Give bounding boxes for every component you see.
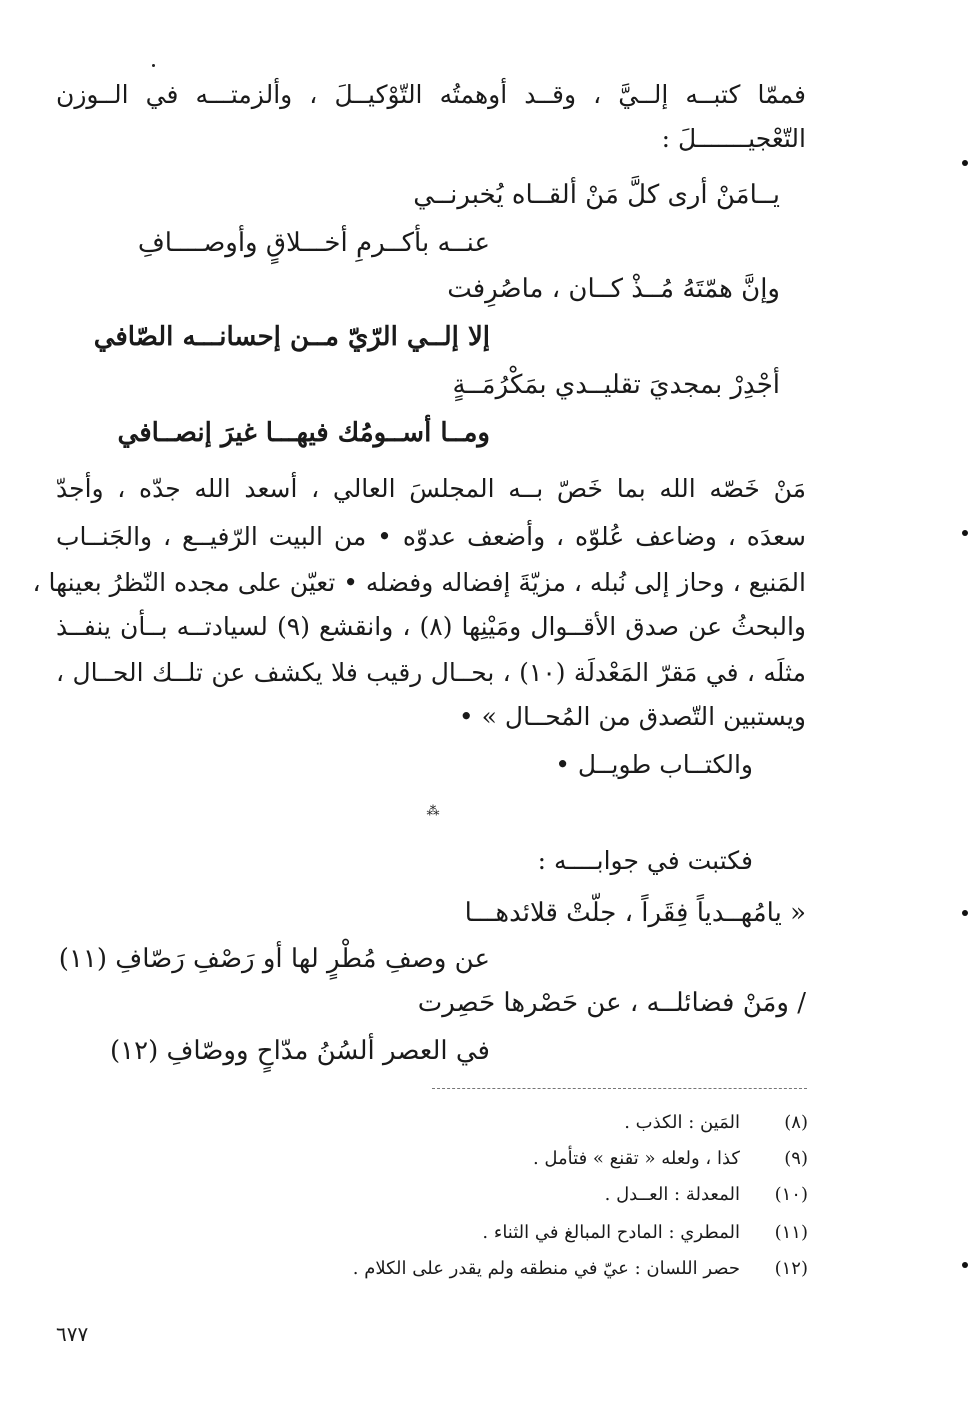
intro-line-1: فممّا كتبــه إلــيَّ ، وقــد أوهمتُه التّوْكيــلَ ، وألزمتـــه في الــوزن [56, 80, 806, 109]
stray-mark [152, 64, 155, 67]
footnote-number: (٩) [784, 1148, 808, 1169]
prose-line-2: سعدَه ، وضاعف عُلوّه ، وأضعف عدوّه • من البيت الرّفيــع ، والجَنــاب [56, 522, 806, 551]
poem2-verse-4: في العصر ألسُنُ مدّاحٍ ووصّافِ (١٢) [109, 1036, 490, 1066]
poem1-verse-2: عنــه بأكــرمِ أخـــلاقٍ وأوصــــافِ [137, 228, 490, 258]
section-stars: ⁂ [426, 804, 440, 819]
footnote-text: المطري : المادح المبالغ في الثناء . [482, 1222, 740, 1243]
page-number: ٦٧٧ [56, 1322, 89, 1346]
prose-line-5: مثلَه ، في مَقرّ المَعْدلَة (١٠) ، بحــال رقيب فلا يكشف عن تلــك الحــال ، [56, 658, 806, 687]
poem2-verse-2: عن وصفِ مُطْرٍ لها أو رَصْفِ رَصّافِ (١١) [58, 944, 490, 974]
footnote-text: المَين : الكذب . [624, 1112, 740, 1133]
footnote-text: حصر اللسان : عيّ في منطقه ولم يقدر على الكلام . [352, 1258, 740, 1279]
prose-line-1: مَنْ خَصّه الله بما خَصّ بــه المجلسَ العالي ، أسعد الله جدّه ، وأجدّ [56, 474, 806, 503]
footnote-number: (١٢) [774, 1258, 808, 1279]
poem2-verse-1: « يامُهــدياً فِقَراً ، جلّتْ قلائدهـــا [464, 898, 806, 928]
poem1-verse-3: وإنَّ همّتَهُ مُــذْ كــان ، ماصُرِفت [447, 274, 780, 304]
footnote-text: المعدلة : العــدل . [604, 1184, 740, 1205]
prose-line-3: المَنيع ، وحاز إلى نُبله ، مزيّةَ إفضاله وفضله • تعيّن على مجده النّظرُ بعينها ، [32, 568, 806, 597]
footnote-text: كذا ، ولعله « تقنع » فتأمل . [532, 1148, 740, 1169]
margin-mark [962, 910, 968, 916]
reply-intro: فكتبت في جوابــــه : [537, 846, 753, 875]
poem1-verse-1: يــامَنْ أرى كلَّ مَنْ ألقــاه يُخبرنــي [413, 180, 780, 210]
poem2-verse-3: / ومَنْ فضائلــه ، عن حَصْرها حَصِرت [417, 988, 806, 1018]
prose-line-4: والبحثُ عن صدق الأقــوال ومَيْنِها (٨) ، وانقشع (٩) لسيادتــه بــأن ينفــذ [56, 612, 806, 641]
poem1-verse-5: أجْدِرْ بمجديَ تقليــدي بمَكْرُمَــةٍ [452, 370, 780, 400]
footnote-separator [432, 1088, 807, 1089]
poem1-verse-4: إلا إلــي الرّيّ مــن إحسانـــه الصّافي [93, 322, 490, 352]
prose-line-7: والكتــاب طويــل • [555, 750, 753, 779]
margin-mark [962, 160, 968, 166]
poem1-verse-6: ومــا أســومُك فيهـــا غيرَ إنصــافي [117, 418, 490, 448]
intro-line-2: التّعْجيـــــــلَ : [661, 124, 806, 153]
prose-line-6: ويستبين التّصدق من المُحــال » • [458, 702, 806, 731]
margin-mark [962, 1262, 968, 1268]
footnote-number: (٨) [784, 1112, 808, 1133]
footnote-number: (١١) [774, 1222, 808, 1243]
margin-mark [962, 530, 968, 536]
footnote-number: (١٠) [774, 1184, 808, 1205]
